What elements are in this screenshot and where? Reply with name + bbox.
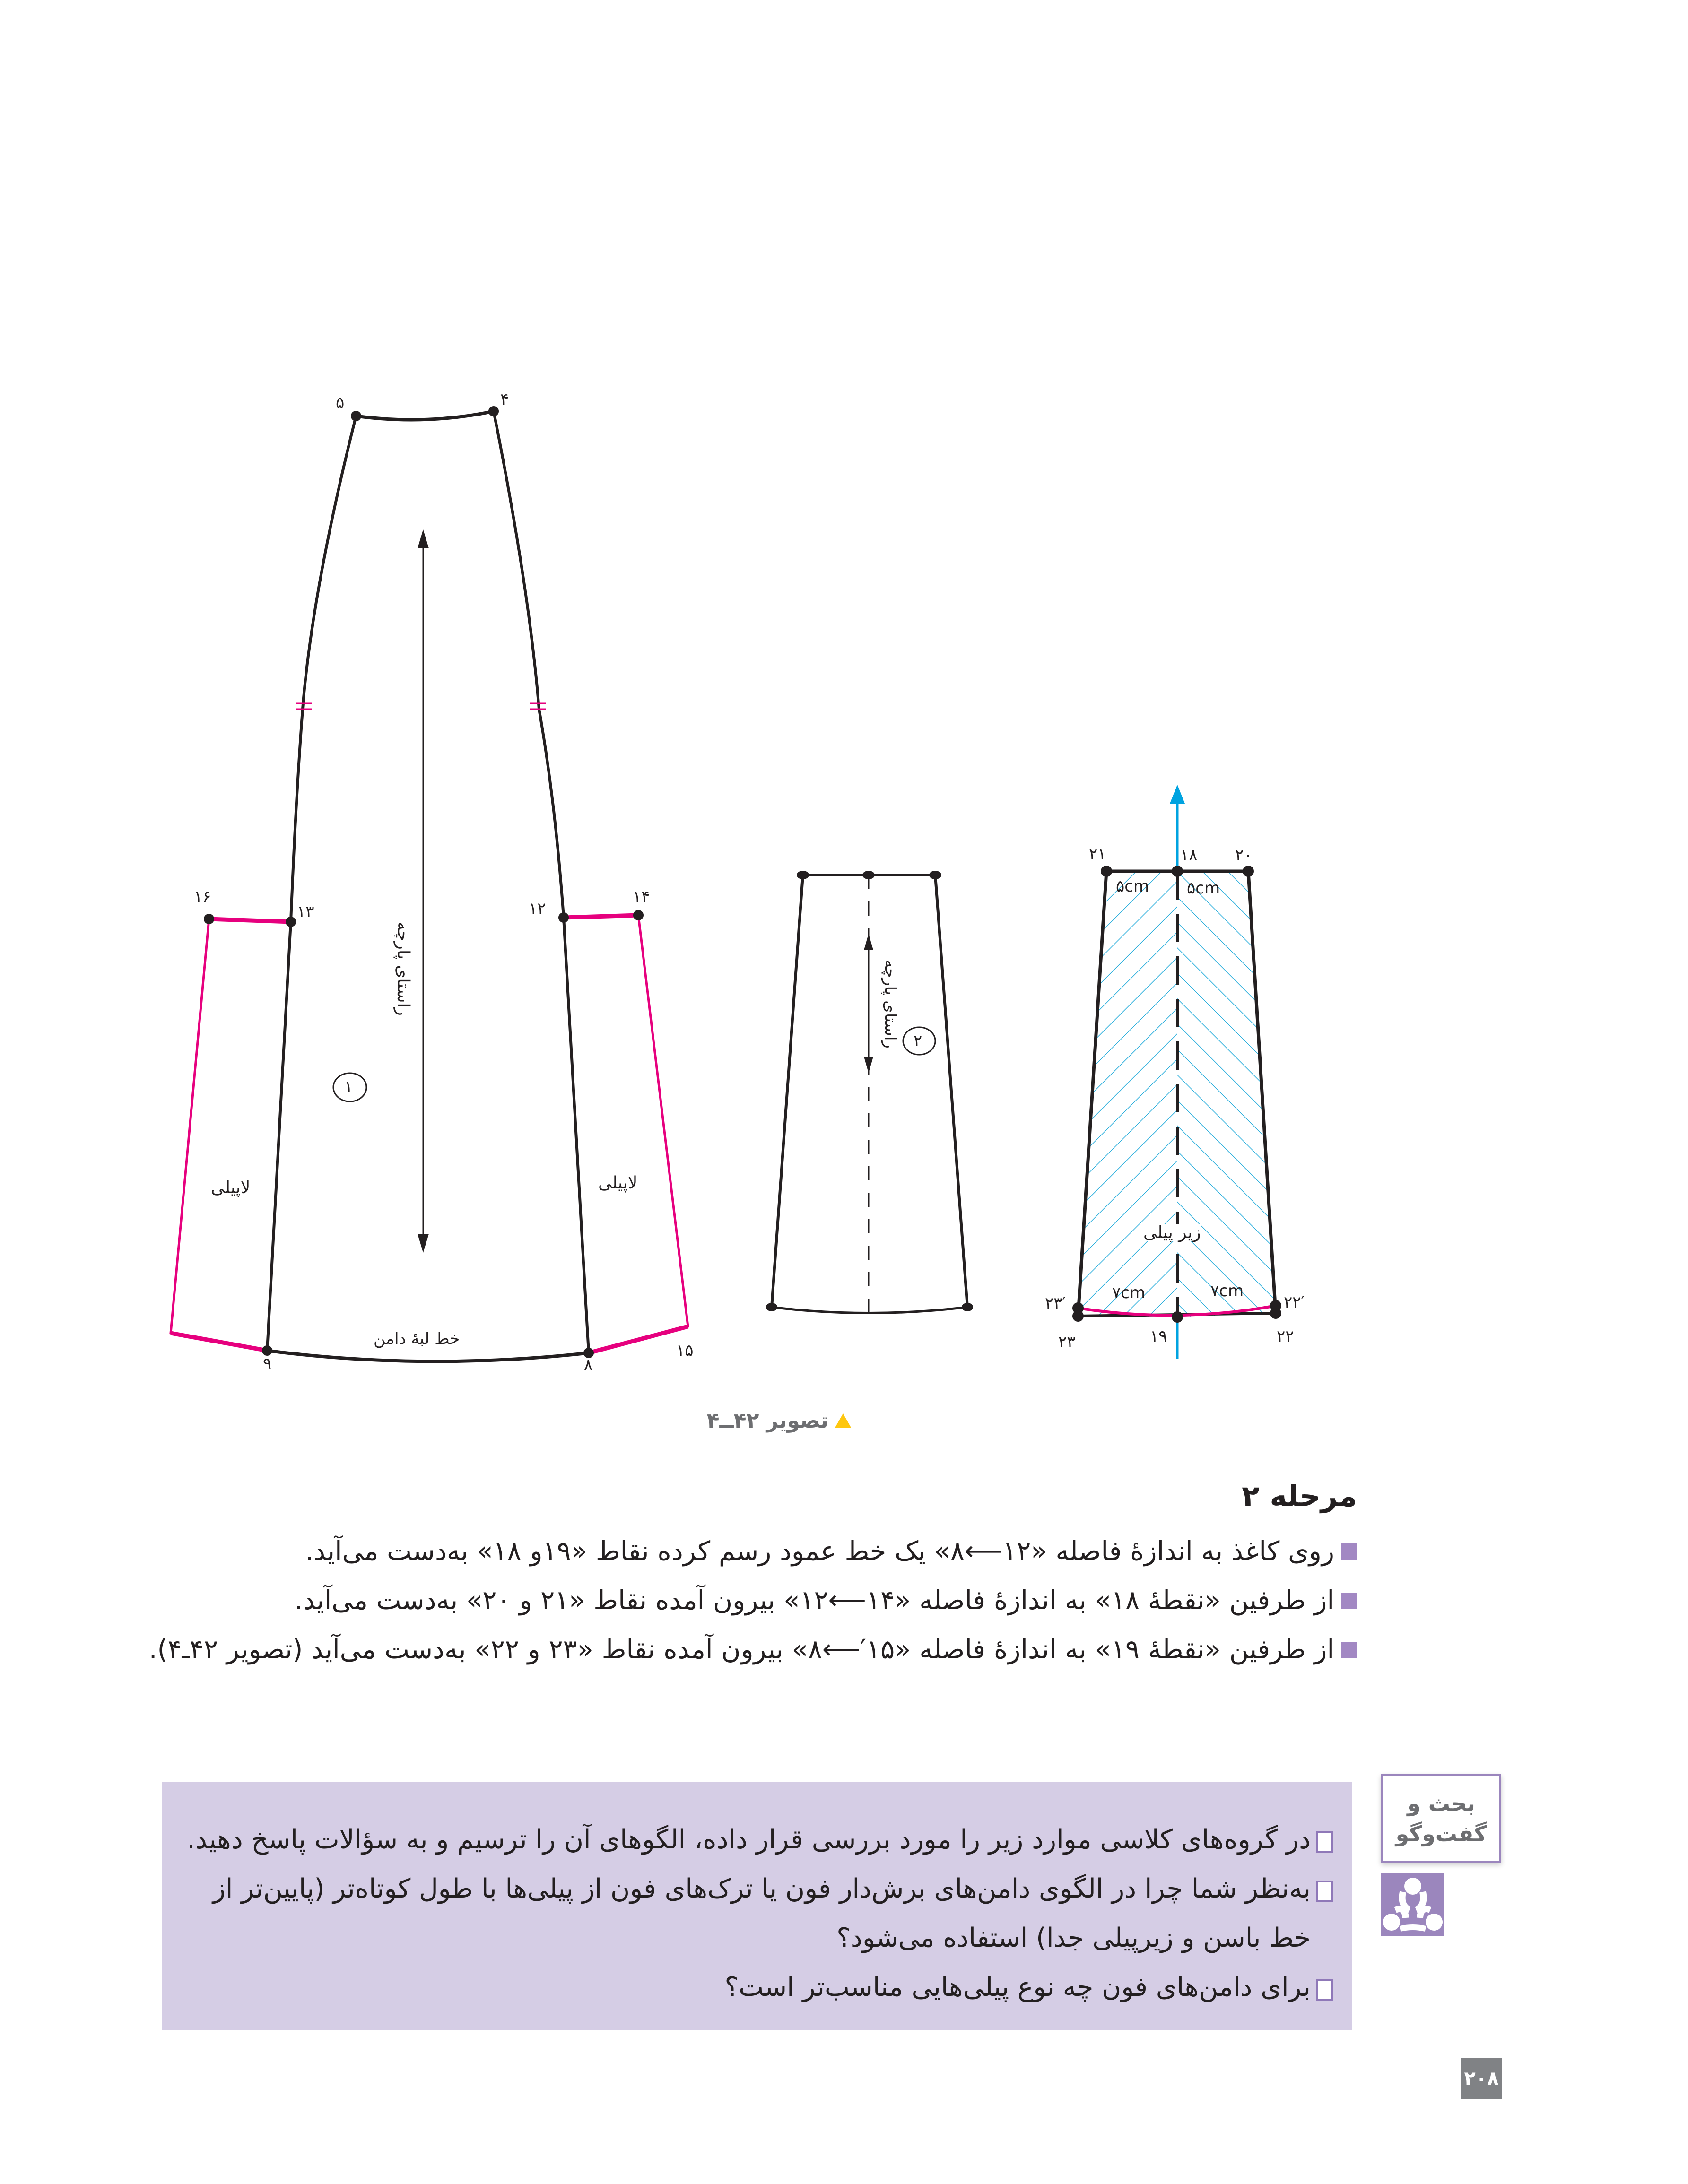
point-label-23: ۲۳ xyxy=(1058,1333,1076,1352)
measure-5cm-left: ۵cm xyxy=(1116,877,1149,896)
badge-line-1: بحث و xyxy=(1407,1791,1475,1816)
group-discussion-icon xyxy=(1381,1873,1444,1936)
piece-number-1: ۱ xyxy=(344,1077,353,1096)
measure-7cm-right: ۷cm xyxy=(1210,1282,1244,1300)
bullet-square-icon xyxy=(1341,1543,1357,1560)
under-pleat-label: زیر پیلی xyxy=(1143,1223,1201,1242)
point-label-4: ۴ xyxy=(500,390,509,409)
step-section xyxy=(148,1475,1357,1674)
bullet-text: روی کاغذ به اندازهٔ فاصله «۱۲⟵۸» یک خط عمود رسم کرده نقاط «۱۹و ۱۸» به‌دست می‌آید. xyxy=(305,1536,1334,1567)
point-label-14: ۱۴ xyxy=(633,887,650,906)
grain-label-2: راستای پارچه xyxy=(881,960,900,1049)
bullet-square-icon xyxy=(1341,1593,1357,1609)
section-title: مرحله ۲ xyxy=(1242,1479,1357,1513)
bullet-text: از طرفین «نقطهٔ ۱۸» به اندازهٔ فاصله «۱۴⟵۱۲» بیرون آمده نقاط «۲۱ و ۲۰» به‌دست می‌آید. xyxy=(294,1585,1334,1616)
point-label-8: ۸ xyxy=(584,1355,593,1374)
badge-line-2: گفت‌وگو xyxy=(1395,1821,1487,1846)
point-label-16: ۱۶ xyxy=(194,887,211,906)
point-label-13: ۱۳ xyxy=(297,902,314,921)
point-label-23-prime: ۲۳′ xyxy=(1045,1294,1066,1313)
discussion-question xyxy=(176,1963,1333,2012)
pleat-label-right: لاپیلی xyxy=(598,1173,638,1193)
question-text: به‌نظر شما چرا در الگوی دامن‌های برش‌دار فون یا ترک‌های فون از پیلی‌ها با طول کوتاه‌تر (پایین‌تر از خط باسن و زیرپیلی جدا) استفاده می‌شود؟ xyxy=(212,1873,1311,1953)
point-label-22-prime: ۲۲′ xyxy=(1284,1293,1305,1312)
pleat-label-left: لاپیلی xyxy=(211,1178,251,1197)
point-label-21: ۲۱ xyxy=(1089,845,1106,864)
measure-7cm-left: ۷cm xyxy=(1112,1283,1146,1302)
piece-number-2: ۲ xyxy=(914,1031,922,1050)
discussion-box xyxy=(162,1782,1352,2030)
point-label-19: ۱۹ xyxy=(1150,1327,1167,1346)
step-bullet xyxy=(156,1527,1357,1576)
point-label-22: ۲۲ xyxy=(1277,1327,1294,1346)
caption-text: تصویر ۴۲ــ۴ xyxy=(706,1408,828,1433)
point-label-5: ۵ xyxy=(336,393,345,412)
discussion-question xyxy=(176,1864,1333,1963)
checkbox-icon xyxy=(1316,1881,1333,1902)
page-number: ۲۰۸ xyxy=(1461,2058,1502,2099)
measure-5cm-right: ۵cm xyxy=(1187,879,1220,898)
point-label-20: ۲۰ xyxy=(1235,846,1253,865)
point-label-12: ۱۲ xyxy=(529,899,546,918)
bullet-square-icon xyxy=(1341,1642,1357,1658)
bullet-text: از طرفین «نقطهٔ ۱۹» به اندازهٔ فاصله «۱۵′⟵۸» بیرون آمده نقاط «۲۳ و ۲۲» به‌دست می‌آید (تصویر ۴۲ـ۴). xyxy=(148,1634,1334,1665)
checkbox-icon xyxy=(1316,1979,1333,2001)
discussion-badge xyxy=(1381,1774,1501,1863)
step-bullet xyxy=(156,1576,1357,1625)
point-label-15: ۱۵ xyxy=(676,1341,694,1360)
grain-label-1: راستای پارچه xyxy=(393,922,413,1016)
question-text: در گروه‌های کلاسی موارد زیر را مورد بررسی قرار داده، الگوهای آن را ترسیم و به سؤالات پاسخ دهید. xyxy=(187,1824,1311,1855)
caption-triangle-icon xyxy=(835,1413,851,1428)
checkbox-icon xyxy=(1316,1831,1333,1853)
point-label-18: ۱۸ xyxy=(1180,846,1198,865)
point-label-9: ۹ xyxy=(263,1354,272,1373)
question-text: برای دامن‌های فون چه نوع پیلی‌هایی مناسب‌تر است؟ xyxy=(724,1972,1311,2002)
step-bullet xyxy=(148,1625,1357,1674)
discussion-question xyxy=(176,1815,1333,1864)
hem-label: خط لبهٔ دامن xyxy=(374,1329,460,1348)
figure-caption xyxy=(653,1402,851,1439)
